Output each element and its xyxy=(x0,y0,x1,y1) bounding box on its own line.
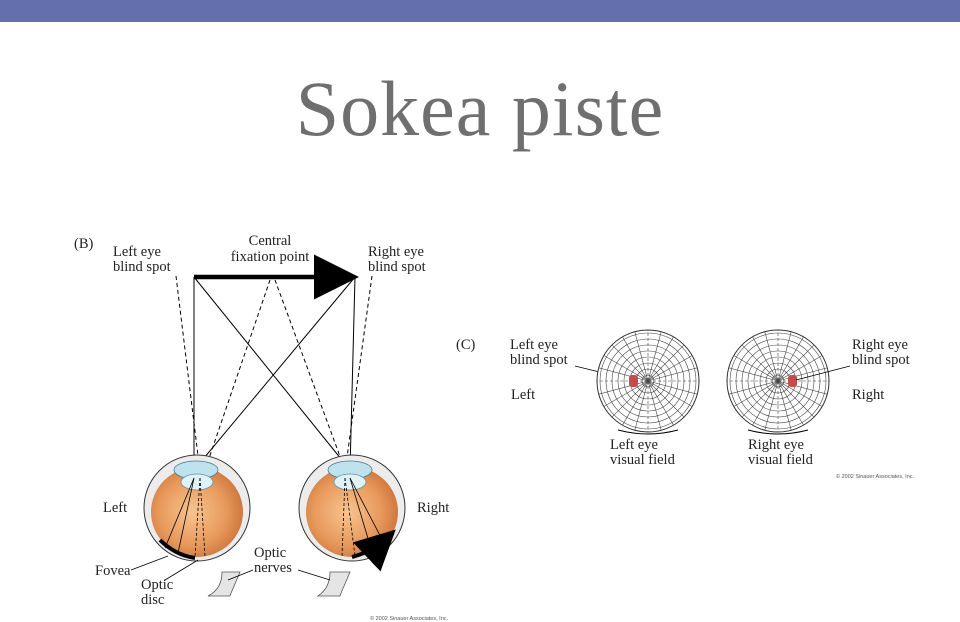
right-eyeball xyxy=(299,455,405,596)
c-right-eye-blind-spot-label-line1: Right eye xyxy=(852,337,908,353)
left-label: Left xyxy=(103,500,128,516)
panel-b-letter: (B) xyxy=(74,236,94,252)
optic-disc-label-line1: Optic xyxy=(141,577,174,593)
left-eye-visual-field-label-line1: Left eye xyxy=(610,437,658,453)
fovea-pointer xyxy=(131,556,168,570)
c-right-eye-blind-spot-label-line2: blind spot xyxy=(852,352,910,368)
panel-c-copyright: © 2002 Sinauer Associates, Inc. xyxy=(836,474,915,480)
right-eye-visual-field-label-line2: visual field xyxy=(748,452,813,468)
central-fixation-label-line2: fixation point xyxy=(230,249,310,265)
left-eye-visual-field-label-line2: visual field xyxy=(610,452,675,468)
c-left-label: Left xyxy=(511,387,536,403)
c-left-eye-blind-spot-label-line2: blind spot xyxy=(510,352,568,368)
panel-b xyxy=(74,233,449,622)
sight-lines xyxy=(194,277,355,470)
left-visual-field-chart xyxy=(588,321,708,441)
c-right-label: Right xyxy=(852,387,885,403)
left-eye-blind-spot-label-line2: blind spot xyxy=(113,259,171,275)
right-blind-spot-mark xyxy=(788,375,797,387)
right-eye-blind-spot-label-line1: Right eye xyxy=(368,244,424,260)
panel-c-letter: (C) xyxy=(456,337,476,353)
right-label: Right xyxy=(417,500,450,516)
c-left-eye-blind-spot-label-line1: Left eye xyxy=(510,337,558,353)
left-eyeball xyxy=(144,455,250,596)
left-blind-spot-mark xyxy=(629,375,638,387)
panel-b-copyright: © 2002 Sinauer Associates, Inc. xyxy=(370,616,449,622)
right-eye-visual-field-label-line1: Right eye xyxy=(748,437,804,453)
optic-disc-label-line2: disc xyxy=(141,592,165,608)
fovea-label: Fovea xyxy=(95,563,131,579)
optic-nerves-label-line2: nerves xyxy=(254,560,292,576)
optic-disc-pointer xyxy=(165,560,198,580)
panel-c xyxy=(456,321,915,480)
slide-title: Sokea piste xyxy=(295,65,665,152)
optic-nerve-pointer-right xyxy=(298,570,330,580)
optic-nerves-label-line1: Optic xyxy=(254,545,287,561)
central-fixation-label-line1: Central xyxy=(248,233,292,249)
right-eye-blind-spot-label-line2: blind spot xyxy=(368,259,426,275)
left-eye-blind-spot-label-line1: Left eye xyxy=(113,244,161,260)
right-visual-field-chart xyxy=(718,321,838,441)
